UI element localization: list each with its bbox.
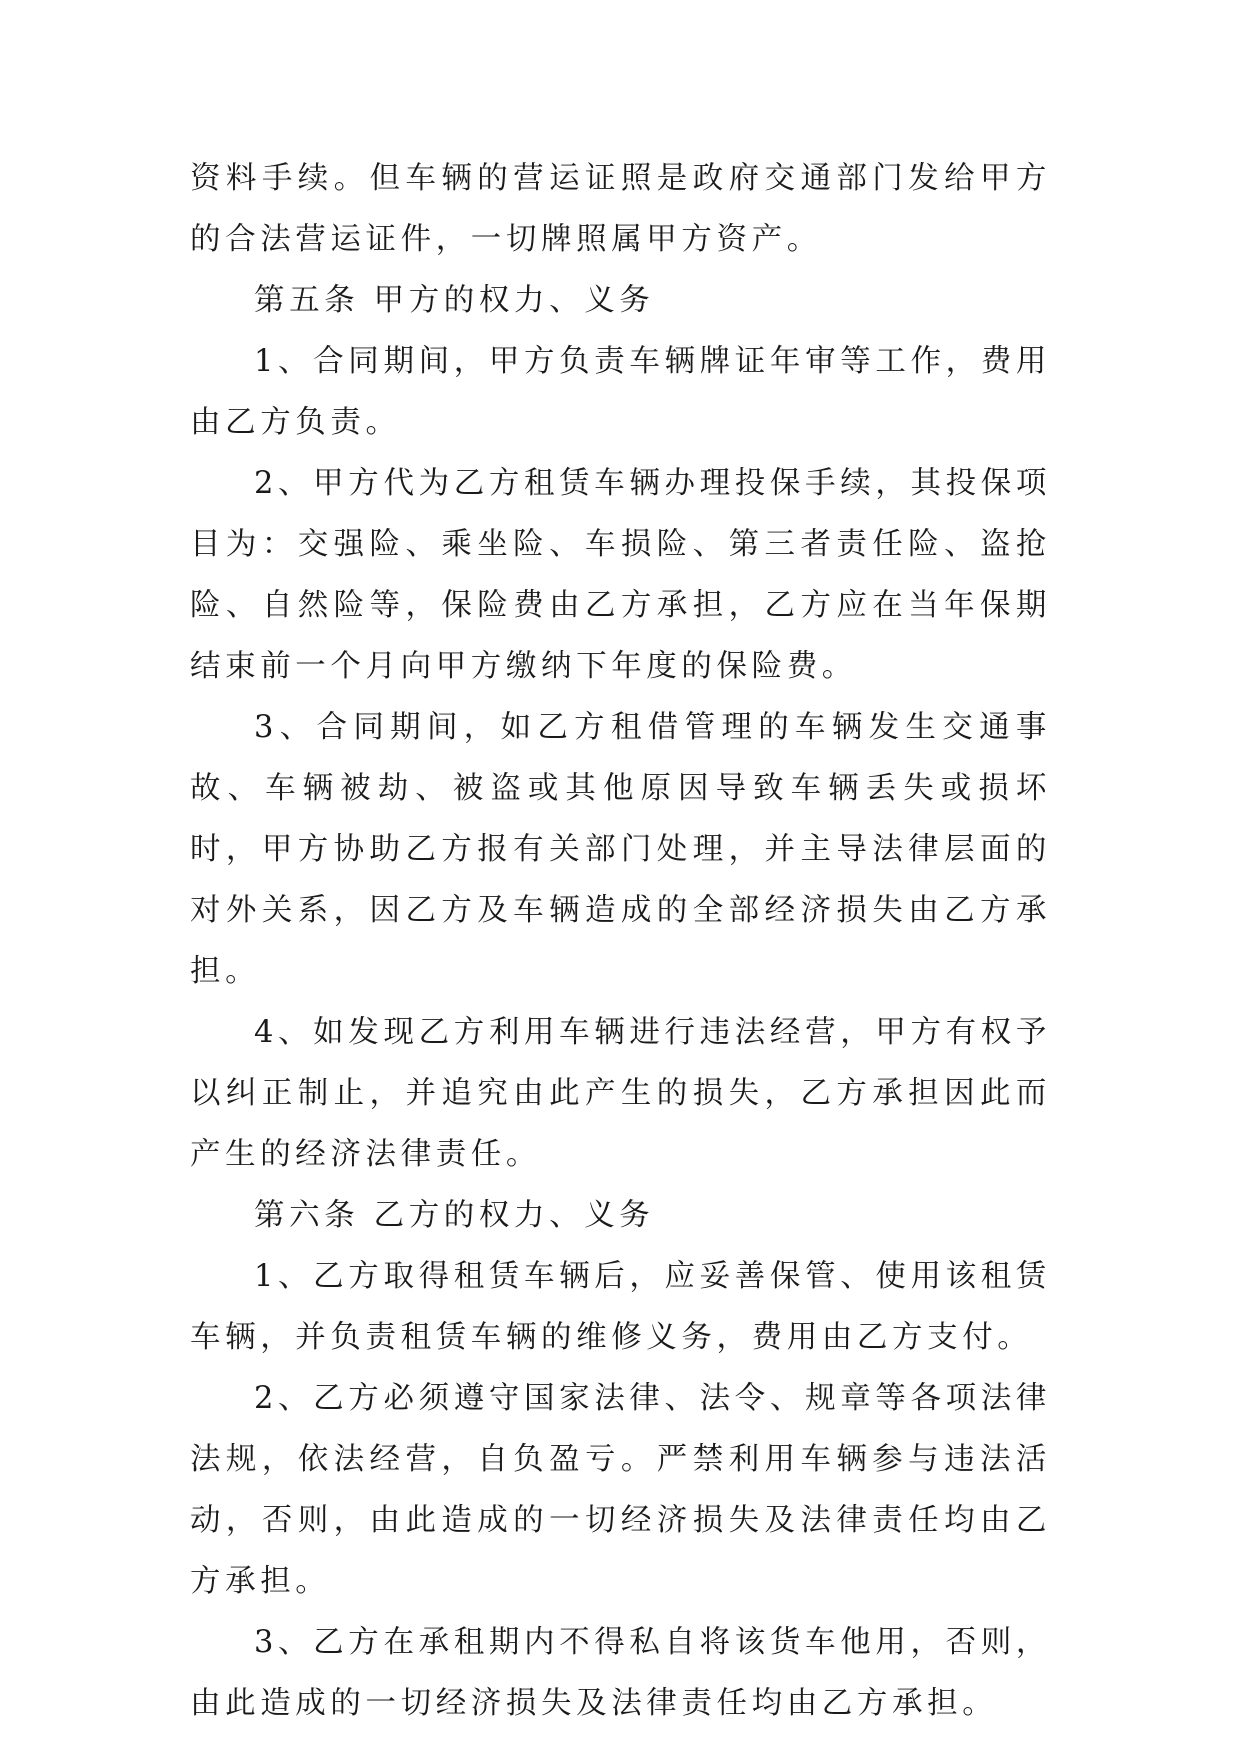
section-heading-article-6: 第六条 乙方的权力、义务: [254, 1198, 655, 1233]
paragraph-clause-6-3: 3、乙方在承租期内不得私自将该货车他用，否则，由此造成的一切经济损失及法律责任均由乙方承担。: [190, 1625, 1051, 1721]
section-heading-article-5: 第五条 甲方的权力、义务: [254, 283, 655, 318]
paragraph-clause-6-1: 1、乙方取得租赁车辆后，应妥善保管、使用该租赁车辆，并负责租赁车辆的维修义务，费用由乙方支付。: [190, 1259, 1051, 1355]
document-page: [190, 148, 1051, 1734]
paragraph-clause-5-1: 1、合同期间，甲方负责车辆牌证年审等工作，费用由乙方负责。: [190, 344, 1051, 440]
paragraph-clause-6-2: 2、乙方必须遵守国家法律、法令、规章等各项法律法规，依法经营，自负盈亏。严禁利用车辆参与违法活动，否则，由此造成的一切经济损失及法律责任均由乙方承担。: [190, 1381, 1051, 1599]
paragraph-continuation: 资料手续。但车辆的营运证照是政府交通部门发给甲方的合法营运证件，一切牌照属甲方资产。: [190, 161, 1051, 257]
paragraph-clause-5-4: 4、如发现乙方利用车辆进行违法经营，甲方有权予以纠正制止，并追究由此产生的损失，乙方承担因此而产生的经济法律责任。: [190, 1015, 1051, 1172]
paragraph-clause-5-3: 3、合同期间，如乙方租借管理的车辆发生交通事故、车辆被劫、被盗或其他原因导致车辆丢失或损坏时，甲方协助乙方报有关部门处理，并主导法律层面的对外关系，因乙方及车辆造成的全部经济损失由乙方承担。: [190, 710, 1051, 989]
paragraph-clause-5-2: 2、甲方代为乙方租赁车辆办理投保手续，其投保项目为：交强险、乘坐险、车损险、第三者责任险、盗抢险、自然险等，保险费由乙方承担，乙方应在当年保期结束前一个月向甲方缴纳下年度的保险费。: [190, 466, 1051, 684]
